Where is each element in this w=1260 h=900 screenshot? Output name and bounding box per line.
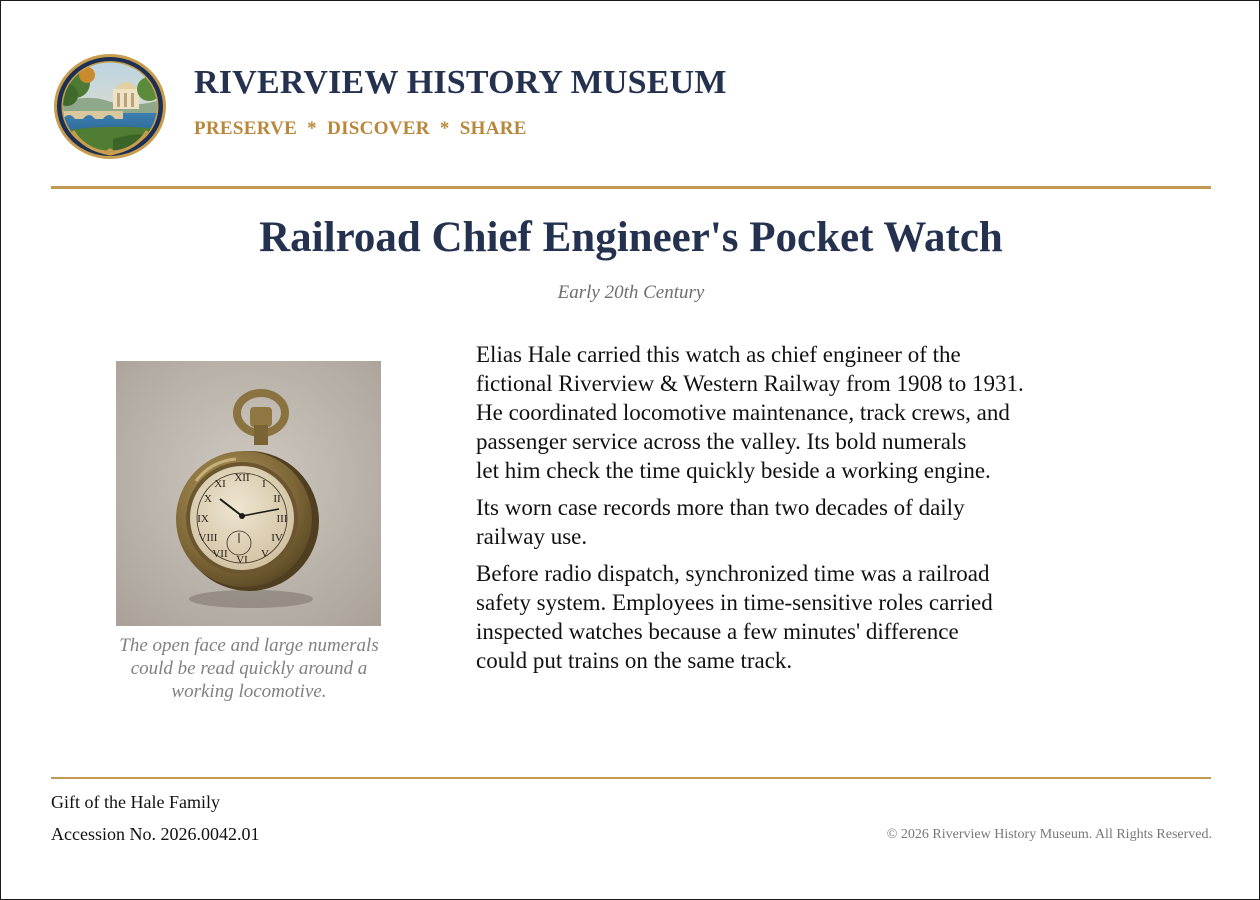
svg-text:VIII: VIII xyxy=(198,532,218,544)
svg-text:I: I xyxy=(262,478,266,490)
artifact-era: Early 20th Century xyxy=(557,282,705,303)
photo-caption: The open face and large numerals could be read quickly around a working locomotive. xyxy=(119,635,379,702)
paragraph-line: Elias Hale carried this watch as chief engineer of the xyxy=(476,342,961,367)
description-paragraph xyxy=(476,340,1116,485)
svg-text:V: V xyxy=(261,548,269,560)
svg-text:XII: XII xyxy=(234,472,250,484)
gift-credit: Gift of the Hale Family xyxy=(51,792,220,812)
svg-text:IX: IX xyxy=(197,513,209,525)
paragraph-line: passenger service across the valley. Its bold numerals xyxy=(476,429,967,454)
museum-seal-logo xyxy=(53,53,167,160)
museum-tagline: PRESERVE * DISCOVER * SHARE xyxy=(194,118,527,139)
svg-text:IV: IV xyxy=(271,532,283,544)
paragraph-line: could put trains on the same track. xyxy=(476,648,793,673)
svg-text:XI: XI xyxy=(214,478,226,490)
accession-number: Accession No. 2026.0042.01 xyxy=(51,824,260,844)
svg-text:VI: VI xyxy=(236,554,248,566)
paragraph-line: inspected watches because a few minutes' difference xyxy=(476,619,959,644)
description-paragraph xyxy=(476,559,1116,675)
svg-text:III: III xyxy=(276,513,288,525)
description-paragraph xyxy=(476,493,1116,551)
paragraph-line: He coordinated locomotive maintenance, track crews, and xyxy=(476,400,1010,425)
paragraph-line: Before radio dispatch, synchronized time was a railroad xyxy=(476,561,990,586)
paragraph-line: Its worn case records more than two decades of daily xyxy=(476,495,965,520)
paragraph-line: let him check the time quickly beside a working engine. xyxy=(476,458,991,483)
svg-text:II: II xyxy=(273,493,281,505)
svg-text:VII: VII xyxy=(212,548,228,560)
artifact-description xyxy=(476,340,1116,683)
paragraph-line: safety system. Employees in time-sensitive roles carried xyxy=(476,590,993,615)
paragraph-line: railway use. xyxy=(476,524,588,549)
paragraph-line: fictional Riverview & Western Railway from 1908 to 1931. xyxy=(476,371,1024,396)
pocket-watch-photo xyxy=(116,361,381,626)
svg-text:X: X xyxy=(204,493,212,505)
copyright-notice: © 2026 Riverview History Museum. All Rights Reserved. xyxy=(886,827,1212,842)
footer-divider xyxy=(51,777,1211,779)
artifact-title: Railroad Chief Engineer's Pocket Watch xyxy=(259,214,1003,261)
museum-name: RIVERVIEW HISTORY MUSEUM xyxy=(194,64,727,101)
header-divider xyxy=(51,186,1211,189)
